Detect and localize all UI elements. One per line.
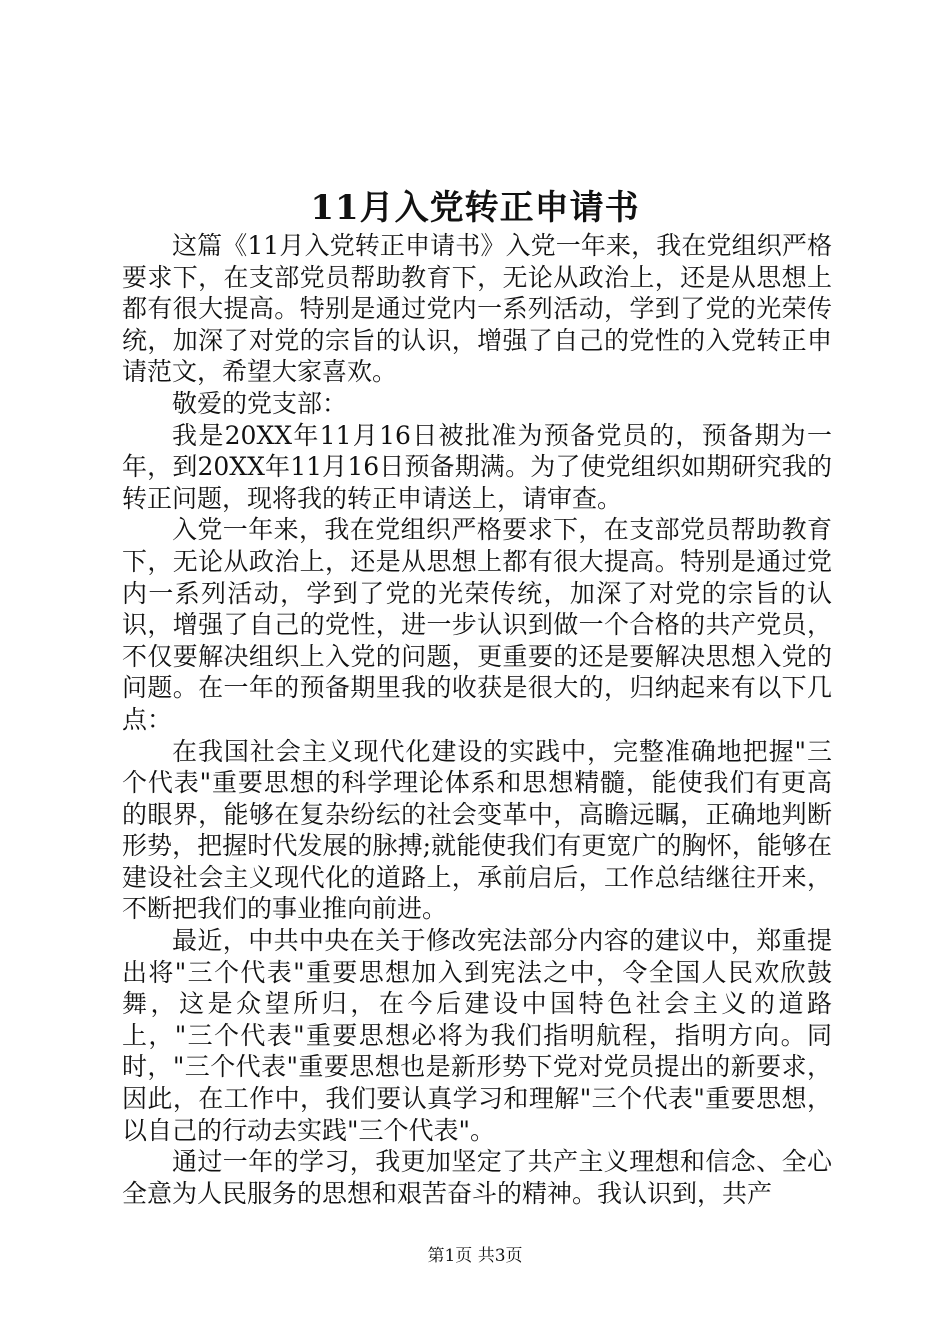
body-paragraph: 通过一年的学习，我更加坚定了共产主义理想和信念、全心全意为人民服务的思想和艰苦奋斗的精神。我认识到，共产 xyxy=(122,1147,832,1208)
intro-paragraph: 这篇《11月入党转正申请书》入党一年来，我在党组织严格要求下，在支部党员帮助教育下，无论从政治上，还是从思想上都有很大提高。特别是通过党内一系列活动，学到了党的光荣传统，加深了对党的宗旨的认识，增强了自己的党性的入党转正申请范文，希望大家喜欢。 xyxy=(122,231,832,387)
document-title: 11月入党转正申请书 xyxy=(310,188,640,228)
body-paragraph: 最近，中共中央在关于修改宪法部分内容的建议中，郑重提出将"三个代表"重要思想加入到宪法之中，令全国人民欢欣鼓舞，这是众望所归，在今后建设中国特色社会主义的道路上，"三个代表"重要思想必将为我们指明航程，指明方向。同时，"三个代表"重要思想也是新形势下党对党员提出的新要求，因此，在工作中，我们要认真学习和理解"三个代表"重要思想，以自己的行动去实践"三个代表"。 xyxy=(122,926,832,1145)
body-paragraph: 在我国社会主义现代化建设的实践中，完整准确地把握"三个代表"重要思想的科学理论体系和思想精髓，能使我们有更高的眼界，能够在复杂纷纭的社会变革中，高瞻远瞩，正确地判断形势，把握时代发展的脉搏;就能使我们有更宽广的胸怀，能够在建设社会主义现代化的道路上，承前启后，工作总结继往开来，不断把我们的事业推向前进。 xyxy=(122,736,832,924)
body-paragraph: 我是20XX年11月16日被批准为预备党员的，预备期为一年，到20XX年11月16日预备期满。为了使党组织如期研究我的转正问题，现将我的转正申请送上，请审查。 xyxy=(122,420,832,513)
page-number-footer: 第1页 共3页 xyxy=(427,1246,523,1266)
document-body xyxy=(122,230,832,1209)
salutation: 敬爱的党支部： xyxy=(172,388,348,418)
body-paragraph: 入党一年来，我在党组织严格要求下，在支部党员帮助教育下，无论从政治上，还是从思想上都有很大提高。特别是通过党内一系列活动，学到了党的光荣传统，加深了对党的宗旨的认识，增强了自己的党性，进一步认识到做一个合格的共产党员，不仅要解决组织上入党的问题，更重要的还是要解决思想入党的问题。在一年的预备期里我的收获是很大的，归纳起来有以下几点： xyxy=(122,515,832,734)
